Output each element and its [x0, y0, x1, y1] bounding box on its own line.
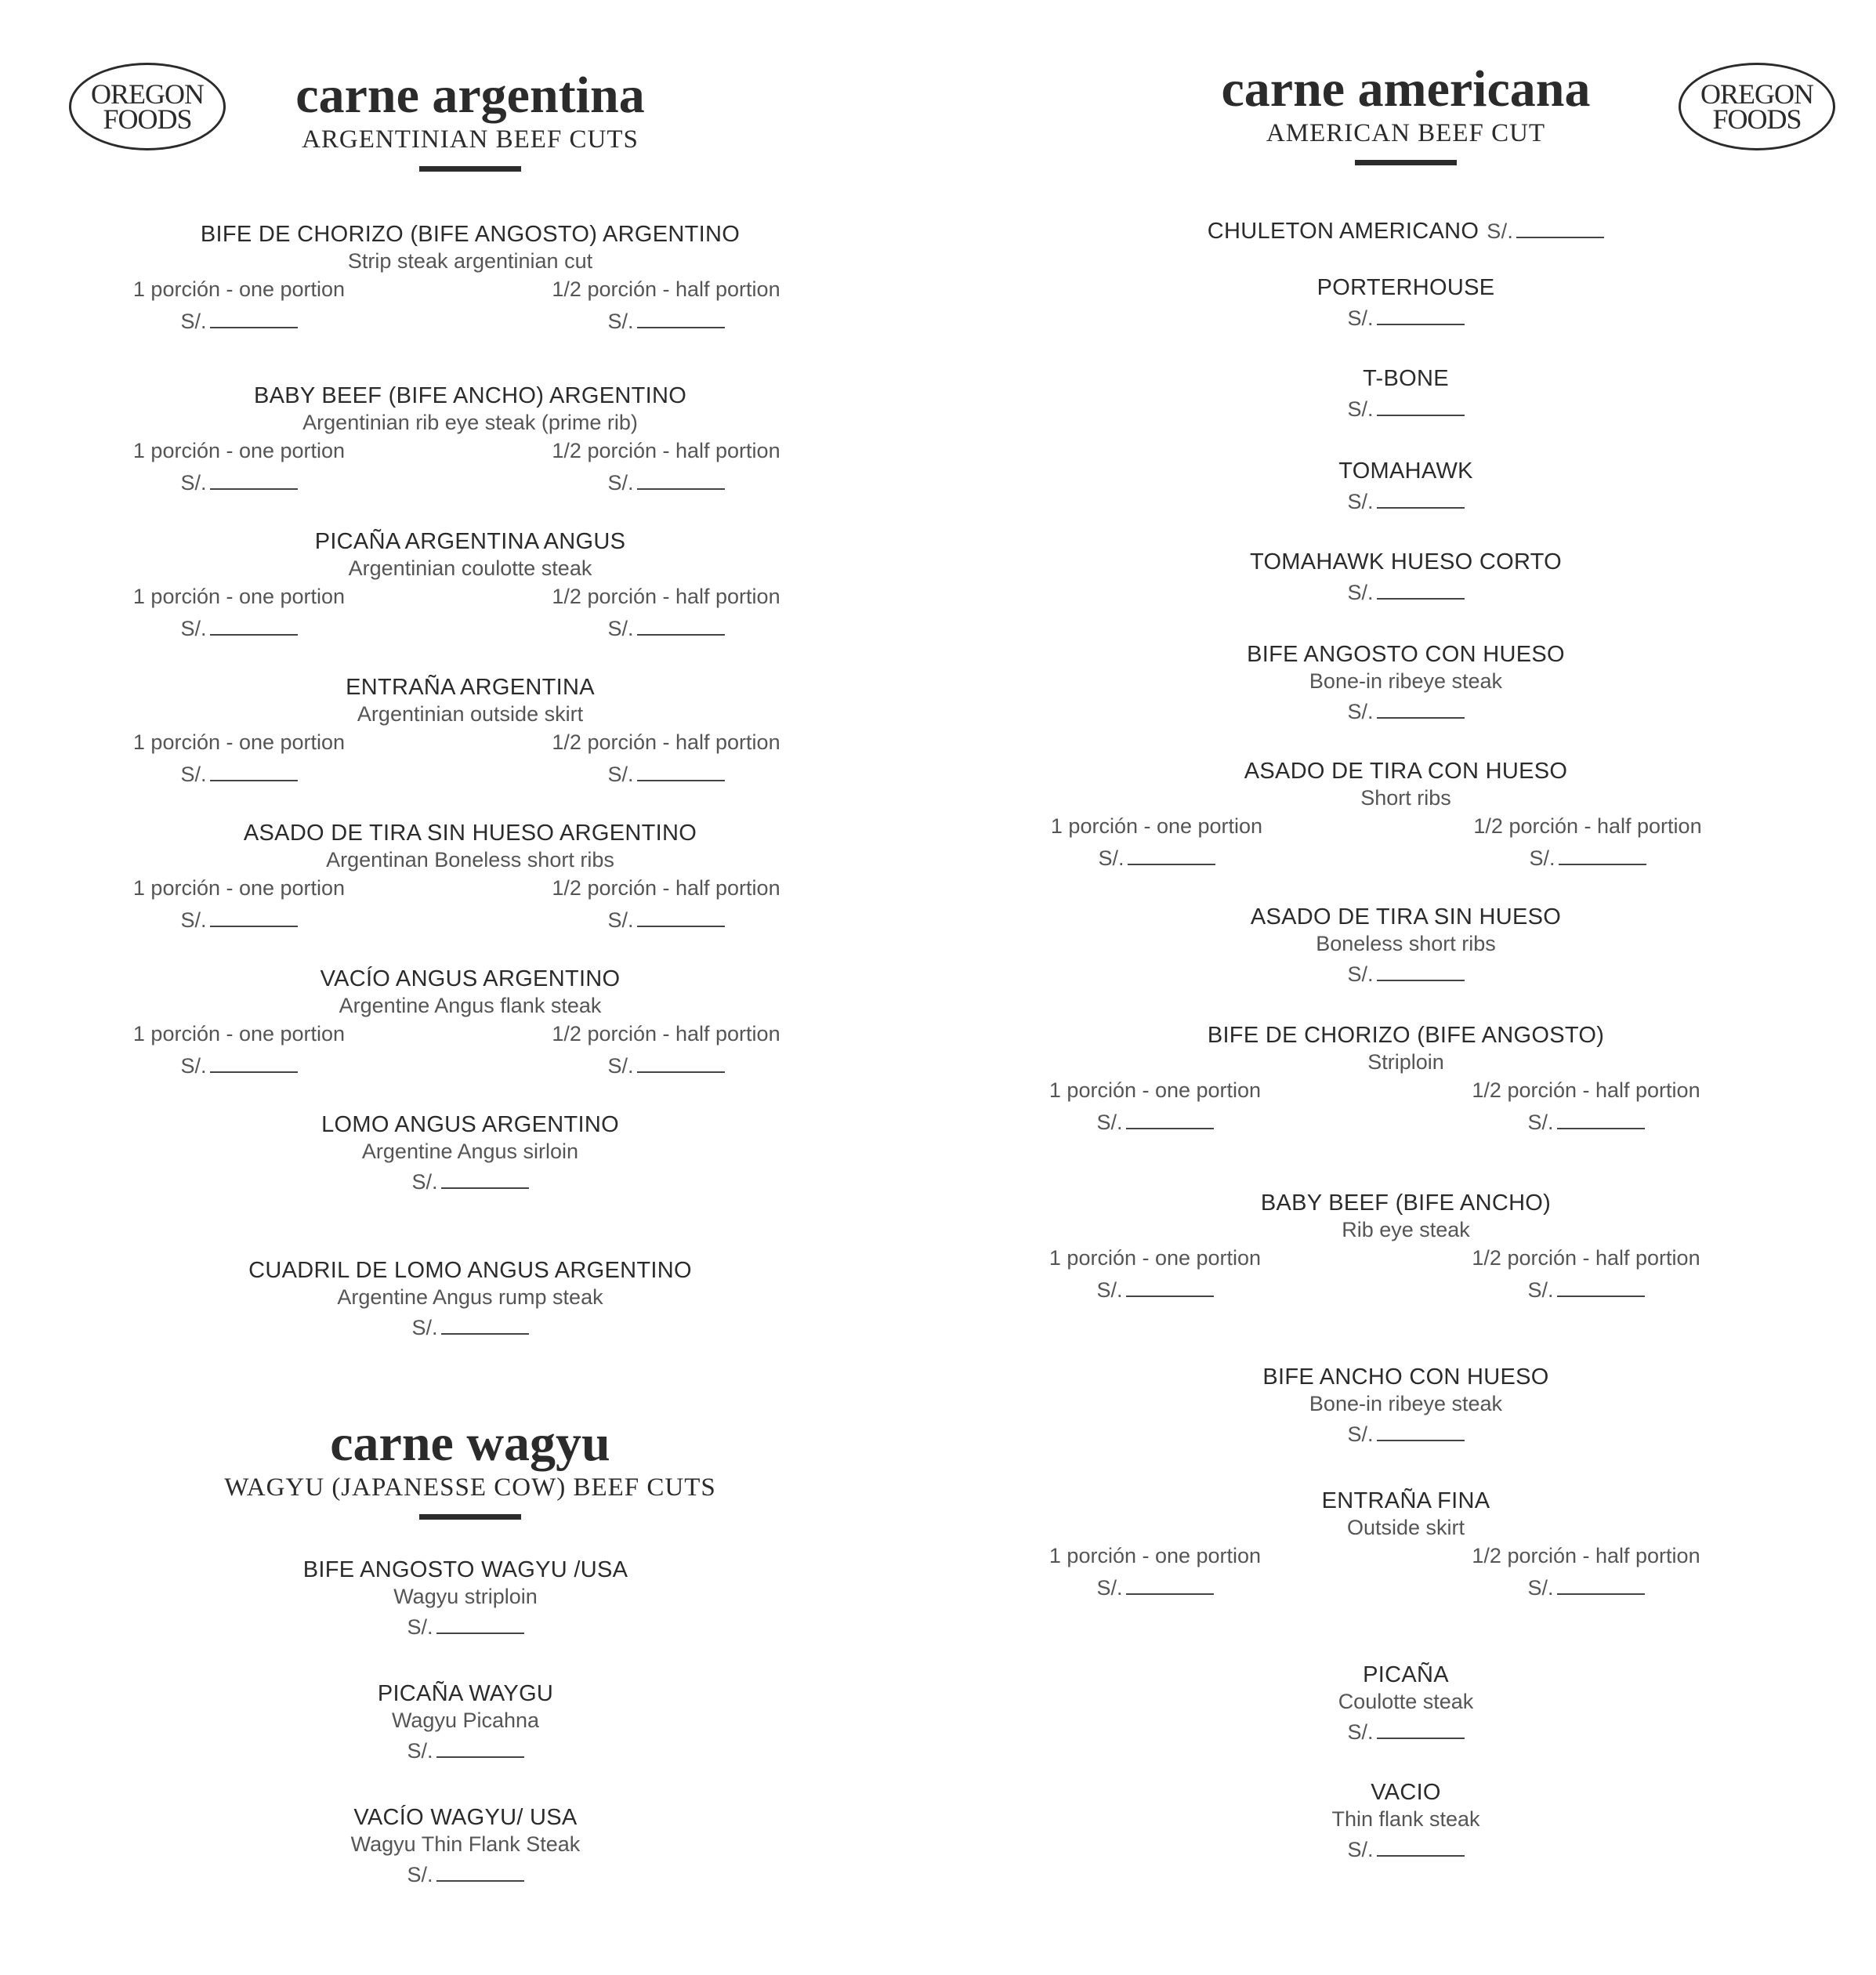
price-blank-line — [1377, 400, 1465, 416]
portion-one: 1 porción - one portion S/. — [114, 582, 364, 646]
portion-options — [1014, 1075, 1798, 1140]
menu-item — [1171, 1779, 1641, 1867]
menu-item — [1171, 904, 1641, 991]
price-field: S/. — [541, 903, 791, 937]
item-description: Bone-in ribeye steak — [1309, 1392, 1503, 1415]
menu-item — [78, 1257, 862, 1345]
item-name: VACÍO WAGYU/ USA — [353, 1805, 578, 1830]
portion-one: 1 porción - one portion S/. — [1030, 1541, 1280, 1605]
price-field: S/. — [1171, 694, 1641, 729]
item-description: Argentinian rib eye steak (prime rib) — [302, 411, 638, 434]
price-field: S/. — [1461, 1105, 1711, 1140]
price-field: S/. — [541, 757, 791, 792]
section-title: carne wagyu — [330, 1415, 610, 1472]
price-field: S/. — [1487, 219, 1604, 243]
item-description: Boneless short ribs — [1316, 932, 1496, 955]
item-description: Thin flank steak — [1331, 1807, 1480, 1831]
portion-one: 1 porción - one portion S/. — [114, 1019, 364, 1083]
portion-one: 1 porción - one portion S/. — [1030, 1075, 1280, 1140]
price-blank-line — [436, 1866, 524, 1882]
price-field: S/. — [114, 1049, 364, 1083]
price-blank-line — [637, 1057, 725, 1073]
portion-half: 1/2 porción - half portion S/. — [1461, 1075, 1711, 1140]
section-title: carne argentina — [295, 67, 645, 124]
price-field: S/. — [114, 757, 364, 792]
item-name: PICAÑA — [1363, 1662, 1449, 1687]
menu-item — [1171, 549, 1641, 610]
price-blank-line — [1377, 584, 1465, 600]
price-blank-line — [1377, 310, 1465, 325]
item-name: BIFE DE CHORIZO (BIFE ANGOSTO) — [1207, 1023, 1605, 1048]
item-name: ENTRAÑA FINA — [1321, 1488, 1490, 1513]
item-name: CHULETON AMERICANO S/. — [1171, 218, 1641, 245]
price-field: S/. — [78, 1310, 862, 1345]
portion-half: 1/2 porción - half portion S/. — [541, 727, 791, 792]
right-page — [938, 0, 1876, 1975]
portion-options — [78, 582, 862, 646]
item-name: VACIO — [1371, 1780, 1441, 1805]
menu-item — [1014, 1488, 1798, 1605]
portion-one: 1 porción - one portion S/. — [1031, 811, 1282, 875]
price-blank-line — [1516, 223, 1604, 238]
portion-options — [1014, 1243, 1798, 1307]
price-blank-line — [210, 313, 298, 328]
price-field: S/. — [1171, 1832, 1641, 1867]
menu-item — [1171, 458, 1641, 519]
item-description: Bone-in ribeye steak — [1309, 669, 1503, 693]
price-field: S/. — [1030, 1105, 1280, 1140]
menu-item — [1014, 758, 1798, 875]
portion-options — [78, 1019, 862, 1083]
menu-item — [78, 382, 862, 500]
portion-half: 1/2 porción - half portion S/. — [541, 1019, 791, 1083]
item-name: ASADO DE TIRA CON HUESO — [1244, 759, 1568, 784]
menu-item — [78, 528, 862, 646]
item-description: Argentinian outside skirt — [357, 702, 584, 726]
price-field: S/. — [1030, 1273, 1280, 1307]
menu-item — [78, 1111, 862, 1199]
portion-half: 1/2 porción - half portion S/. — [541, 274, 791, 339]
price-blank-line — [210, 474, 298, 490]
price-field: S/. — [541, 611, 791, 646]
portion-one: 1 porción - one portion S/. — [114, 727, 364, 792]
menu-item — [1014, 1022, 1798, 1140]
price-field: S/. — [1171, 575, 1641, 610]
section-subtitle: WAGYU (JAPANESSE COW) BEEF CUTS — [224, 1473, 716, 1502]
portion-one: 1 porción - one portion S/. — [114, 436, 364, 500]
item-name: PICAÑA ARGENTINA ANGUS — [314, 529, 626, 554]
price-field: S/. — [74, 1734, 857, 1768]
item-name: T-BONE — [1363, 366, 1449, 391]
portion-one: 1 porción - one portion S/. — [114, 274, 364, 339]
price-field: S/. — [78, 1165, 862, 1199]
price-field: S/. — [1462, 841, 1713, 875]
price-blank-line — [210, 911, 298, 927]
item-name: TOMAHAWK HUESO CORTO — [1249, 549, 1563, 574]
price-blank-line — [1377, 1723, 1465, 1739]
menu-item — [78, 820, 862, 937]
price-blank-line — [1126, 1114, 1214, 1129]
item-name: BIFE ANGOSTO CON HUESO — [1247, 642, 1565, 667]
price-field: S/. — [541, 1049, 791, 1083]
portion-half: 1/2 porción - half portion S/. — [541, 582, 791, 646]
price-blank-line — [637, 620, 725, 636]
section-header-wagyu — [157, 1415, 784, 1520]
item-description: Argentinan Boneless short ribs — [326, 848, 614, 872]
item-name: BABY BEEF (BIFE ANCHO) ARGENTINO — [253, 383, 687, 408]
price-blank-line — [637, 474, 725, 490]
price-field: S/. — [1171, 957, 1641, 991]
section-header-argentina — [235, 67, 705, 172]
portion-one: 1 porción - one portion S/. — [1030, 1243, 1280, 1307]
menu-item — [1171, 365, 1641, 426]
item-name: BIFE DE CHORIZO (BIFE ANGOSTO) ARGENTINO — [200, 222, 741, 247]
price-blank-line — [637, 313, 725, 328]
menu-item — [78, 674, 862, 792]
item-name: PORTERHOUSE — [1316, 275, 1495, 300]
section-divider — [419, 166, 521, 172]
price-blank-line — [210, 620, 298, 636]
item-description: Argentine Angus flank steak — [339, 994, 602, 1017]
portion-options — [78, 436, 862, 500]
price-blank-line — [1559, 850, 1646, 865]
portion-half: 1/2 porción - half portion S/. — [1461, 1243, 1711, 1307]
item-description: Striploin — [1367, 1050, 1444, 1074]
section-subtitle: ARGENTINIAN BEEF CUTS — [302, 125, 639, 154]
item-name: BIFE ANCHO CON HUESO — [1262, 1364, 1549, 1390]
price-field: S/. — [74, 1610, 857, 1644]
portion-half: 1/2 porción - half portion S/. — [1461, 1541, 1711, 1605]
portion-half: 1/2 porción - half portion S/. — [541, 873, 791, 937]
item-name: BIFE ANGOSTO WAGYU /USA — [302, 1557, 628, 1582]
item-description: Wagyu striploin — [393, 1585, 538, 1608]
price-blank-line — [1557, 1579, 1645, 1595]
price-blank-line — [441, 1319, 529, 1335]
menu-item — [1171, 274, 1641, 335]
item-description: Coulotte steak — [1338, 1690, 1474, 1713]
price-blank-line — [1377, 1426, 1465, 1441]
item-name: ASADO DE TIRA SIN HUESO ARGENTINO — [243, 821, 697, 846]
price-field: S/. — [1171, 392, 1641, 426]
portion-options — [1014, 1541, 1798, 1605]
price-field: S/. — [541, 466, 791, 500]
item-name: VACÍO ANGUS ARGENTINO — [320, 966, 621, 991]
price-blank-line — [210, 1057, 298, 1073]
price-field: S/. — [1171, 1715, 1641, 1749]
price-blank-line — [210, 766, 298, 781]
price-field: S/. — [1461, 1273, 1711, 1307]
menu-item — [74, 1680, 857, 1768]
price-field: S/. — [1171, 301, 1641, 335]
price-blank-line — [1128, 850, 1215, 865]
price-field: S/. — [1171, 484, 1641, 519]
price-field: S/. — [1031, 841, 1282, 875]
section-title: carne americana — [1221, 60, 1591, 118]
menu-item — [1171, 1662, 1641, 1749]
price-blank-line — [1557, 1114, 1645, 1129]
portion-options — [78, 727, 862, 792]
price-blank-line — [637, 911, 725, 927]
price-blank-line — [1377, 703, 1465, 719]
price-blank-line — [1377, 493, 1465, 509]
menu-item — [1171, 641, 1641, 729]
item-description: Argentinian coulotte steak — [348, 556, 592, 580]
portion-half: 1/2 porción - half portion S/. — [541, 436, 791, 500]
item-description: Outside skirt — [1346, 1516, 1465, 1539]
price-field: S/. — [1030, 1571, 1280, 1605]
price-blank-line — [1126, 1579, 1214, 1595]
item-description: Wagyu Thin Flank Steak — [350, 1832, 581, 1856]
item-description: Argentine Angus sirloin — [361, 1140, 579, 1163]
price-field: S/. — [1461, 1571, 1711, 1605]
price-field: S/. — [114, 466, 364, 500]
item-description: Short ribs — [1360, 786, 1451, 810]
price-blank-line — [1377, 966, 1465, 981]
menu-item — [1014, 1190, 1798, 1307]
item-name: LOMO ANGUS ARGENTINO — [321, 1112, 619, 1137]
portion-options — [78, 274, 862, 339]
portion-one: 1 porción - one portion S/. — [114, 873, 364, 937]
price-blank-line — [637, 766, 725, 781]
item-description: Strip steak argentinian cut — [347, 249, 593, 273]
portion-options — [78, 873, 862, 937]
menu-item — [1171, 218, 1641, 245]
section-header-americana — [1171, 61, 1641, 165]
item-name: ENTRAÑA ARGENTINA — [346, 675, 595, 700]
item-description: Rib eye steak — [1342, 1218, 1470, 1241]
price-blank-line — [441, 1173, 529, 1189]
price-blank-line — [436, 1618, 524, 1634]
menu-item — [74, 1804, 857, 1892]
portion-half: 1/2 porción - half portion S/. — [1462, 811, 1713, 875]
item-name: CUADRIL DE LOMO ANGUS ARGENTINO — [248, 1258, 692, 1283]
brand-logo: OREGON FOODS — [69, 63, 226, 150]
menu-item — [78, 221, 862, 339]
menu-item — [1171, 1364, 1641, 1451]
section-divider — [1355, 160, 1457, 165]
item-description: Wagyu Picahna — [391, 1709, 540, 1732]
menu-item — [74, 1556, 857, 1644]
price-field: S/. — [1171, 1417, 1641, 1451]
section-subtitle: AMERICAN BEEF CUT — [1266, 119, 1546, 147]
price-field: S/. — [541, 304, 791, 339]
item-name: PICAÑA WAYGU — [377, 1681, 554, 1706]
price-blank-line — [1557, 1281, 1645, 1297]
price-blank-line — [1377, 1841, 1465, 1857]
section-divider — [419, 1514, 521, 1520]
price-field: S/. — [114, 611, 364, 646]
menu-item — [78, 966, 862, 1083]
item-name: TOMAHAWK — [1338, 458, 1473, 484]
price-field: S/. — [114, 903, 364, 937]
item-name: BABY BEEF (BIFE ANCHO) — [1260, 1190, 1552, 1216]
portion-options — [1014, 811, 1798, 875]
price-blank-line — [1126, 1281, 1214, 1297]
item-description: Argentine Angus rump steak — [337, 1285, 603, 1309]
price-field: S/. — [74, 1857, 857, 1892]
item-name: ASADO DE TIRA SIN HUESO — [1250, 904, 1562, 930]
price-blank-line — [436, 1742, 524, 1758]
brand-logo: OREGON FOODS — [1679, 63, 1835, 150]
price-field: S/. — [114, 304, 364, 339]
